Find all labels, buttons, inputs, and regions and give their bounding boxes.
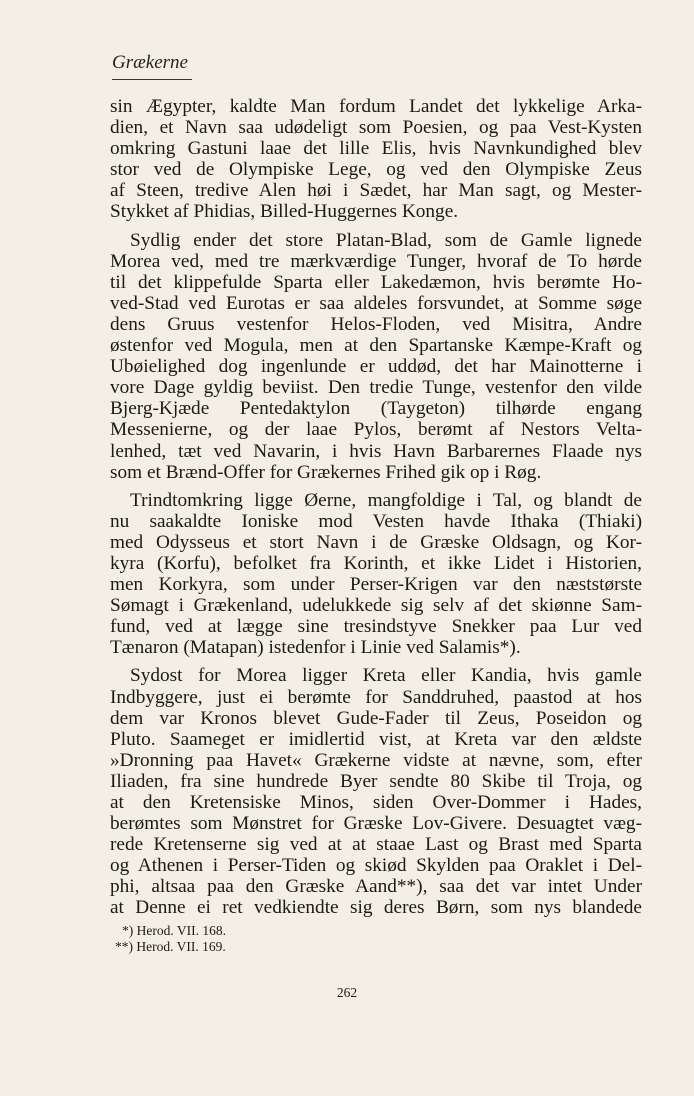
- text-line: dens Gruus vestenfor Helos-Floden, ved Misitra, Andre: [110, 313, 642, 335]
- text-line: vore Dage gyldig beviist. Den tredie Tunge, vestenfor den vilde: [110, 377, 642, 399]
- running-title: Grækerne: [112, 52, 188, 73]
- paragraph-gap: [110, 223, 642, 230]
- text-line: at den Kretensiske Minos, siden Over-Dommer i Hades,: [110, 792, 642, 813]
- text-line: phi, altsaa paa den Græske Aand**), saa det var intet Under: [110, 876, 642, 898]
- text-line: som et Brænd-Offer for Grækernes Frihed gik op i Røg.: [110, 461, 542, 483]
- text-line: lenhed, tæt ved Navarin, i hvis Havn Barbarernes Flaade nys: [110, 440, 642, 462]
- text-line: Sømagt i Grækenland, udelukkede sig selv af det skiønne Sam-: [110, 595, 642, 617]
- text-line: Indbyggere, just ei berømte for Sanddruhed, paastod at hos: [110, 686, 642, 708]
- text-line: berømtes som Mønstret for Græske Lov-Givere. Desuagtet væg-: [110, 813, 642, 835]
- text-line: og Athenen i Perser-Tiden og skiød Skylden paa Oraklet i Del-: [110, 855, 642, 877]
- text-line: Morea ved, med tre mærkværdige Tunger, hvoraf de To hørde: [110, 250, 642, 272]
- text-line: Iliaden, fra sine hundrede Byer sendte 80 Skibe til Troja, og: [110, 770, 642, 792]
- text-line: at Denne ei ret vedkiendte sig deres Børn, som nys blandede: [110, 897, 642, 919]
- text-line: Pluto. Saameget er imidlertid vist, at Kreta var den ældste: [110, 728, 642, 750]
- text-line: Tænaron (Matapan) istedenfor i Linie ved Salamis*).: [110, 637, 521, 659]
- footnotes: [110, 923, 642, 955]
- text-line: fund, ved at lægge sine tresindstyve Snekker paa Lur ved: [110, 616, 642, 638]
- text-line: Messenierne, og der laae Pylos, berømt af Nestors Velta-: [110, 419, 642, 441]
- paragraph-gap: [110, 658, 642, 665]
- text-line: Sydlig ender det store Platan-Blad, som de Gamle lignede: [130, 229, 642, 251]
- page-number: 262: [336, 985, 358, 1000]
- text-line: til det klippefulde Sparta eller Lakedæmon, hvis berømte Ho-: [110, 271, 642, 293]
- text-line: Stykket af Phidias, Billed-Huggernes Konge.: [110, 201, 459, 223]
- text-line: nu saakaldte Ioniske mod Vesten havde Ithaka (Thiaki): [110, 510, 642, 532]
- text-line: Ubøielighed dog ingenlunde er uddød, det har Mainotterne i: [110, 356, 642, 378]
- title-underline: [112, 79, 192, 80]
- text-line: dem var Kronos blevet Gude-Fader til Zeus, Poseidon og: [110, 707, 642, 729]
- text-line: »Dronning paa Havet« Grækerne vidste at nævne, som, efter: [110, 749, 642, 771]
- text-line: omkring Gastuni laae det lille Elis, hvis Navnkundighed blev: [110, 138, 642, 160]
- body-text: [110, 96, 642, 919]
- text-line: Bjerg-Kjæde Pentedaktylon (Taygeton) tilhørde engang: [110, 398, 642, 420]
- text-line: ved-Stad ved Eurotas er saa aldeles forsvundet, at Somme søge: [110, 292, 642, 314]
- paragraph-gap: [110, 483, 642, 490]
- text-line: men Korkyra, som under Perser-Krigen var den næststørste: [110, 574, 642, 596]
- text-line: af Steen, tredive Alen høi i Sædet, har Man sagt, og Mester-: [110, 180, 642, 202]
- text-line: kyra (Korfu), befolket fra Korinth, et ikke Lidet i Historien,: [110, 552, 642, 574]
- text-line: Sydost for Morea ligger Kreta eller Kandia, hvis gamle: [130, 665, 642, 687]
- text-line: Trindtomkring ligge Øerne, mangfoldige i Tal, og blandt de: [130, 489, 642, 511]
- text-line: med Odysseus et stort Navn i de Græske Oldsagn, og Kor-: [110, 531, 642, 553]
- text-line: rede Kretenserne sig ved at at staae Last og Brast med Sparta: [110, 834, 642, 856]
- text-line: dien, et Navn saa udødeligt som Poesien, og paa Vest-Kysten: [110, 117, 642, 139]
- text-line: østenfor ved Mogula, men at den Spartanske Kæmpe-Kraft og: [110, 335, 642, 357]
- text-line: stor ved de Olympiske Lege, og ved den Olympiske Zeus: [110, 159, 642, 181]
- footnote: *) Herod. VII. 168.: [122, 923, 226, 938]
- footnote: **) Herod. VII. 169.: [115, 939, 226, 954]
- text-line: sin Ægypter, kaldte Man fordum Landet det lykkelige Arka-: [110, 96, 642, 117]
